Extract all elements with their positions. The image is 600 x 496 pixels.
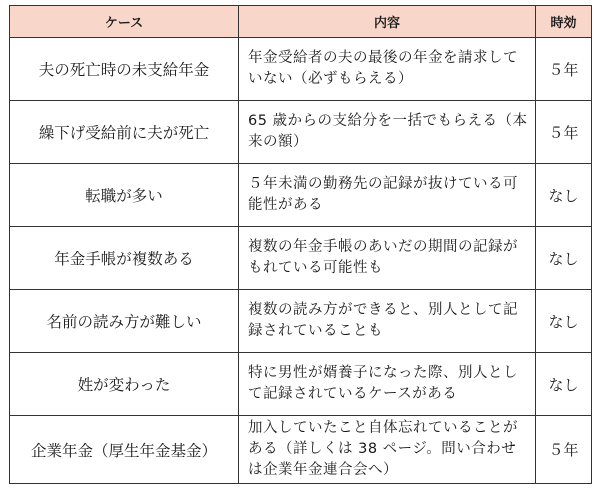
content-cell: ５年未満の勤務先の記録が抜けている可能性がある	[239, 164, 536, 227]
table-row	[10, 416, 592, 484]
period-cell: なし	[536, 227, 592, 290]
case-cell: 企業年金（厚生年金基金）	[10, 416, 239, 484]
table-row	[10, 353, 592, 416]
content-cell: 複数の読み方ができると、別人として記録されていることも	[239, 290, 536, 353]
table-row	[10, 290, 592, 353]
case-cell: 年金手帳が複数ある	[10, 227, 239, 290]
period-cell: なし	[536, 164, 592, 227]
case-cell: 繰下げ受給前に夫が死亡	[10, 101, 239, 164]
period-cell: なし	[536, 353, 592, 416]
table-body	[10, 38, 592, 484]
pension-cases-table	[9, 5, 592, 484]
content-cell: 年金受給者の夫の最後の年金を請求していない（必ずもらえる）	[239, 38, 536, 101]
period-cell: ５年	[536, 38, 592, 101]
case-cell: 名前の読み方が難しい	[10, 290, 239, 353]
case-cell: 夫の死亡時の未支給年金	[10, 38, 239, 101]
content-cell: 特に男性が婿養子になった際、別人として記録されているケースがある	[239, 353, 536, 416]
table-row	[10, 227, 592, 290]
header-content: 内容	[239, 6, 536, 38]
content-cell: 複数の年金手帳のあいだの期間の記録がもれている可能性も	[239, 227, 536, 290]
header-case: ケース	[10, 6, 239, 38]
table-row	[10, 101, 592, 164]
table-row	[10, 164, 592, 227]
table-row	[10, 38, 592, 101]
table-header	[10, 6, 592, 38]
content-cell: 65 歳からの支給分を一括でもらえる（本来の額）	[239, 101, 536, 164]
header-row	[10, 6, 592, 38]
content-cell: 加入していたこと自体忘れていることがある（詳しくは 38 ページ。問い合わせは企業年金連合会へ）	[239, 416, 536, 484]
period-cell: ５年	[536, 101, 592, 164]
header-period: 時効	[536, 6, 592, 38]
case-cell: 姓が変わった	[10, 353, 239, 416]
pension-cases-table-container	[9, 5, 591, 484]
period-cell: なし	[536, 290, 592, 353]
case-cell: 転職が多い	[10, 164, 239, 227]
period-cell: ５年	[536, 416, 592, 484]
